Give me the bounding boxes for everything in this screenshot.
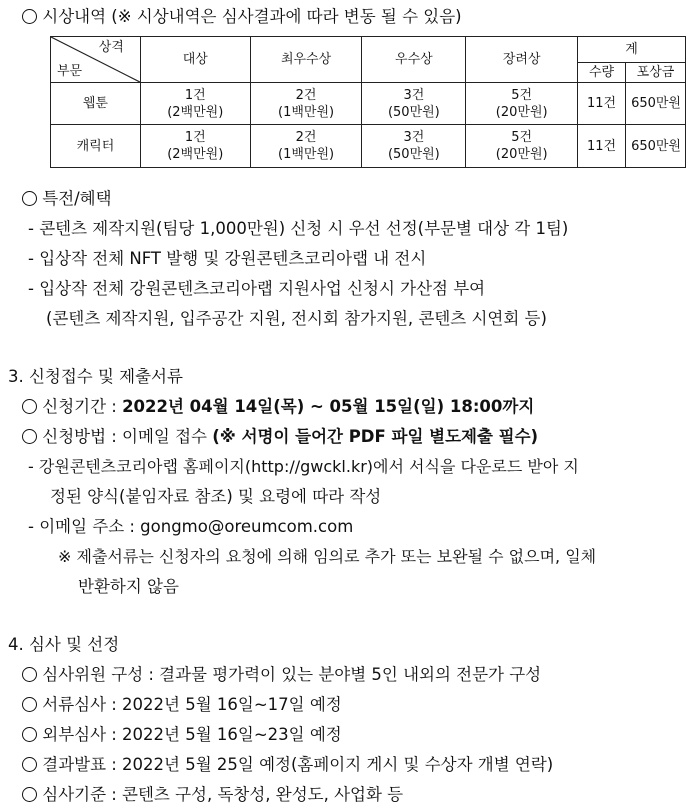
corner-bottom-label: 부문 xyxy=(57,64,83,79)
circle-bullet-icon xyxy=(22,787,37,802)
award-cell: 5건 (20만원) xyxy=(466,125,578,168)
qty-cell: 11건 xyxy=(578,83,626,125)
table-header-row xyxy=(51,37,686,63)
col-header: 최우수상 xyxy=(250,37,362,83)
review-item: 외부심사 : 2022년 5월 16일~23일 예정 xyxy=(22,724,342,746)
benefit-item-continuation: (콘텐츠 제작지원, 입주공간 지원, 전시회 참가지원, 콘텐츠 시연회 등) xyxy=(46,309,547,328)
circle-bullet-icon xyxy=(22,667,37,682)
review-item: 심사기준 : 콘텐츠 구성, 독창성, 완성도, 사업화 등 xyxy=(22,784,403,806)
method-line xyxy=(22,426,538,448)
period-label: 신청기간 : xyxy=(42,397,123,416)
corner-top-label: 상격 xyxy=(98,40,124,55)
award-cell: 1건 (2백만원) xyxy=(140,83,250,125)
submission-note: ※ 제출서류는 신청자의 요청에 의해 임의로 추가 또는 보완될 수 없으며, 일체 xyxy=(58,547,597,566)
period-line xyxy=(22,396,534,418)
col-header: 대상 xyxy=(140,37,250,83)
method-sub-item-continuation: 정된 양식(붙임자료 참조) 및 요령에 따라 작성 xyxy=(50,487,382,506)
email-line: - 이메일 주소 : gongmo@oreumcom.com xyxy=(28,517,354,536)
total-header: 계 xyxy=(578,37,686,63)
circle-bullet-icon xyxy=(22,191,37,206)
col-header: 장려상 xyxy=(466,37,578,83)
submission-note-continuation: 반환하지 않음 xyxy=(78,577,179,596)
award-cell: 5건 (20만원) xyxy=(466,83,578,125)
qty-cell: 11건 xyxy=(578,125,626,168)
prize-header: 포상금 xyxy=(626,63,686,83)
benefit-item: - 콘텐츠 제작지원(팀당 1,000만원) 신청 시 우선 선정(부문별 대상 각 1팀) xyxy=(28,219,569,238)
table-row xyxy=(51,83,686,125)
awards-heading-note: (※ 시상내역은 심사결과에 따라 변동 될 수 있음) xyxy=(111,7,462,26)
benefits-heading xyxy=(22,188,112,210)
awards-table xyxy=(50,36,686,168)
method-sub-item: - 강원콘텐츠코리아랩 홈페이지(http://gwckl.kr)에서 서식을 다운로드 받아 지 xyxy=(28,457,579,476)
benefit-item: - 입상작 전체 NFT 발행 및 강원콘텐츠코리아랩 내 전시 xyxy=(28,249,427,268)
circle-bullet-icon xyxy=(22,429,37,444)
col-header: 우수상 xyxy=(362,37,466,83)
method-label: 신청방법 : 이메일 접수 xyxy=(42,427,213,446)
benefit-item: - 입상작 전체 강원콘텐츠코리아랩 지원사업 신청시 가산점 부여 xyxy=(28,279,486,298)
award-cell: 3건 (50만원) xyxy=(362,83,466,125)
circle-bullet-icon xyxy=(22,697,37,712)
prize-cell: 650만원 xyxy=(626,125,686,168)
review-item: 서류심사 : 2022년 5월 16일~17일 예정 xyxy=(22,694,342,716)
awards-heading-label: 시상내역 xyxy=(42,7,107,26)
circle-bullet-icon xyxy=(22,399,37,414)
method-value: (※ 서명이 들어간 PDF 파일 별도제출 필수) xyxy=(212,427,539,446)
circle-bullet-icon xyxy=(22,727,37,742)
category-cell: 웹툰 xyxy=(51,83,141,125)
award-cell: 2건 (1백만원) xyxy=(250,83,362,125)
awards-heading xyxy=(22,6,462,28)
category-cell: 캐릭터 xyxy=(51,125,141,168)
qty-header: 수량 xyxy=(578,63,626,83)
circle-bullet-icon xyxy=(22,757,37,772)
table-row xyxy=(51,125,686,168)
prize-cell: 650만원 xyxy=(626,83,686,125)
period-value: 2022년 04월 14일(목) ~ 05월 15일(일) 18:00까지 xyxy=(122,397,535,416)
review-item: 심사위원 구성 : 결과물 평가력이 있는 분야별 5인 내외의 전문가 구성 xyxy=(22,664,541,686)
section4-title: 4. 심사 및 선정 xyxy=(8,635,120,654)
circle-bullet-icon xyxy=(22,9,37,24)
award-cell: 2건 (1백만원) xyxy=(250,125,362,168)
section3-title: 3. 신청접수 및 제출서류 xyxy=(8,367,183,386)
review-item: 결과발표 : 2022년 5월 25일 예정(홈페이지 게시 및 수상자 개별 연락) xyxy=(22,754,553,776)
award-cell: 1건 (2백만원) xyxy=(140,125,250,168)
award-cell: 3건 (50만원) xyxy=(362,125,466,168)
table-corner-cell xyxy=(51,37,141,83)
benefits-heading-label: 특전/혜택 xyxy=(42,189,112,208)
